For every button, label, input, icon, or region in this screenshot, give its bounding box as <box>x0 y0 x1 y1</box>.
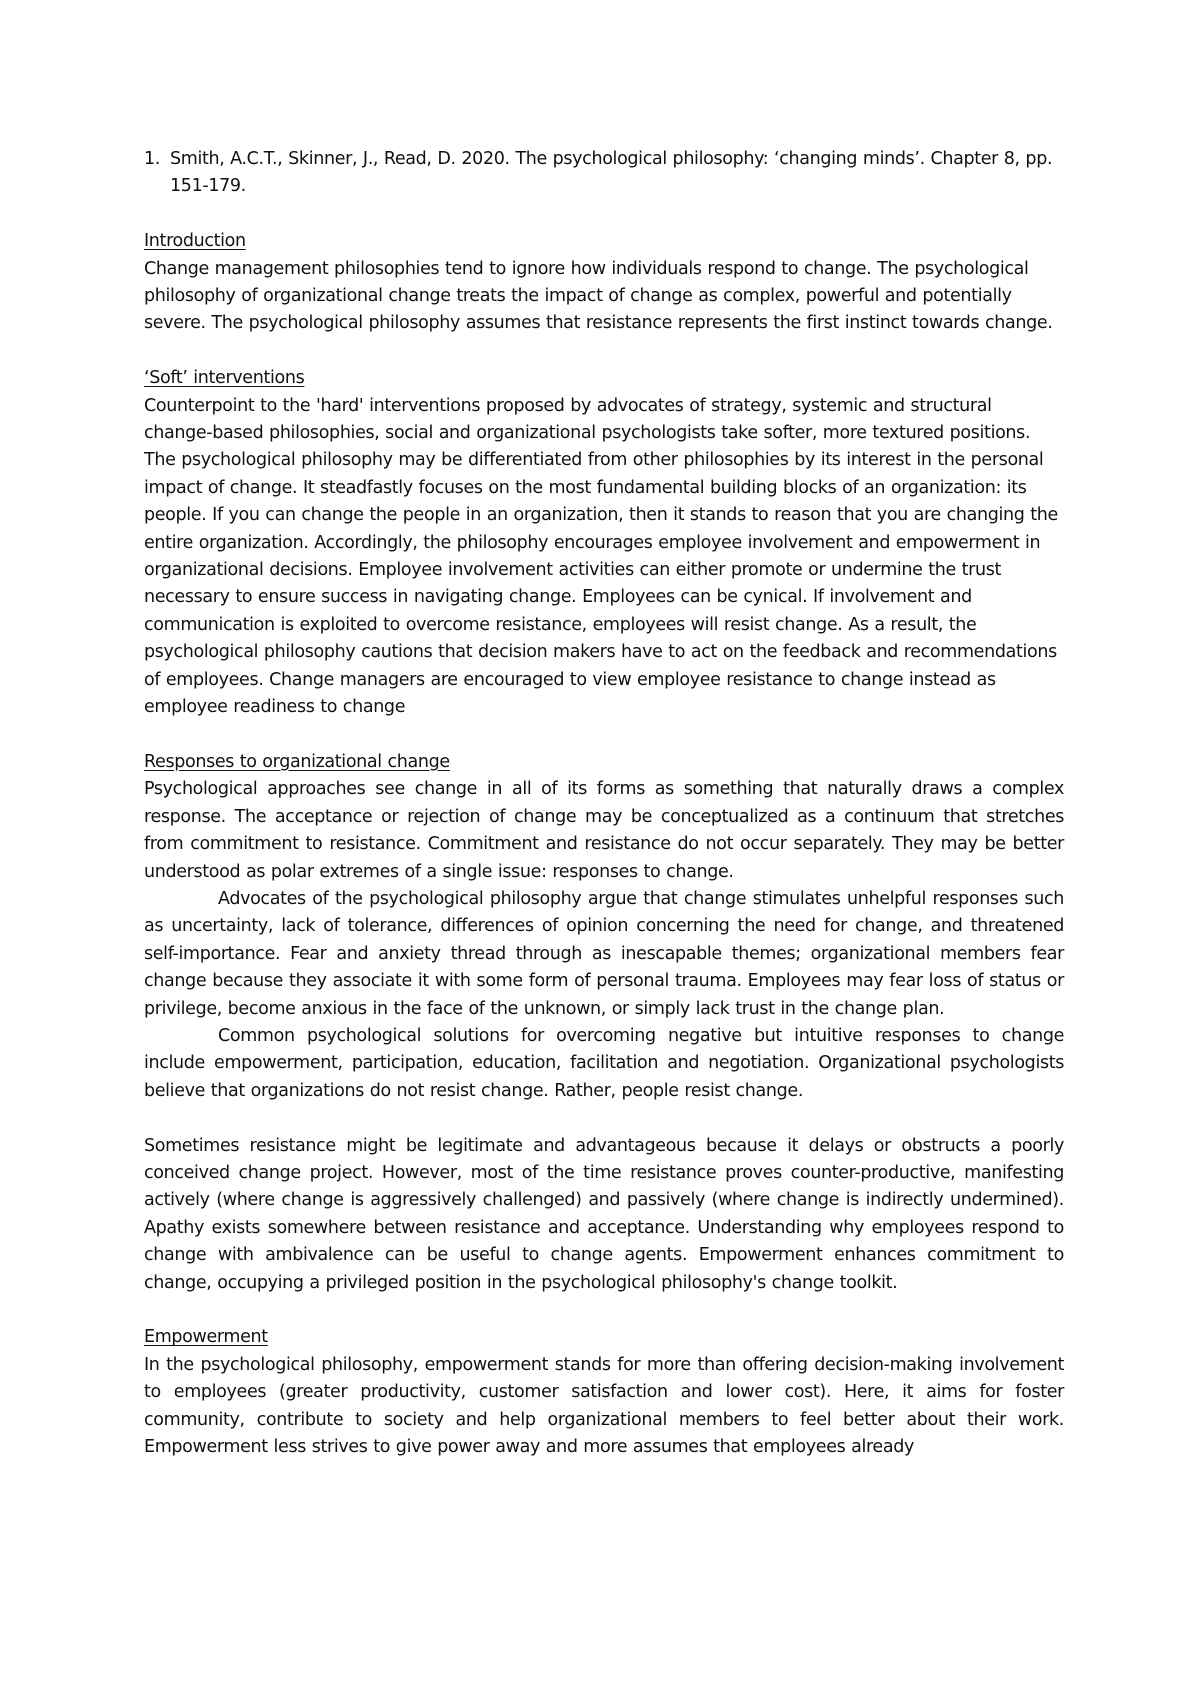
section-heading-empowerment: Empowerment <box>144 1327 268 1348</box>
paragraph: Change management philosophies tend to ignore how individuals respond to change. The psychological philosophy of organizational change treats the impact of change as complex, powerful and potentially severe. The psychological philosophy assumes that resistance represents the first instinct towards change. <box>144 258 1053 334</box>
section-heading-introduction: Introduction <box>144 231 246 252</box>
section-heading-responses: Responses to organizational change <box>144 751 450 772</box>
document-page <box>144 146 1064 1461</box>
paragraph: In the psychological philosophy, empowerment stands for more than offering decision-making involvement to employees (greater productivity, customer satisfaction and lower cost). Here, it aims for foster community, contribute to society and help organizational members to feel better about their work. Empowerment less strives to give power away and more assumes that employees already <box>144 1354 1064 1458</box>
paragraph: Psychological approaches see change in all of its forms as something that naturally draws a complex response. The acceptance or rejection of change may be conceptualized as a continuum that stretches from commitment to resistance. Commitment and resistance do not occur separately. They may be better understood as polar extremes of a single issue: responses to change. <box>144 779 1064 882</box>
section-resistance <box>144 1133 1064 1297</box>
reference-entry <box>144 146 1064 201</box>
section-introduction <box>144 228 1064 338</box>
section-empowerment <box>144 1324 1064 1461</box>
paragraph: Sometimes resistance might be legitimate and advantageous because it delays or obstructs a poorly conceived change project. However, most of the time resistance proves counter-productive, manifesting actively (where change is aggressively challenged) and passively (where change is indirectly undermined). Apathy exists somewhere between resistance and acceptance. Understanding why employees respond to change with ambivalence can be useful to change agents. Empowerment enhances commitment to change, occupying a privileged position in the psychological philosophy's change toolkit. <box>144 1135 1064 1293</box>
reference-number: 1. <box>144 149 160 169</box>
section-responses <box>144 749 1064 1105</box>
paragraph: Advocates of the psychological philosophy argue that change stimulates unhelpful responses such as uncertainty, lack of tolerance, differences of opinion concerning the need for change, and threatened self-importance. Fear and anxiety thread through as inescapable themes; organizational members fear change because they associate it with some form of personal trauma. Employees may fear loss of status or privilege, become anxious in the face of the unknown, or simply lack trust in the change plan. <box>144 888 1064 1019</box>
paragraph: Common psychological solutions for overcoming negative but intuitive responses to change include empowerment, participation, education, facilitation and negotiation. Organizational psychologists believe that organizations do not resist change. Rather, people resist change. <box>144 1025 1064 1101</box>
paragraph: Counterpoint to the 'hard' interventions proposed by advocates of strategy, systemic and structural change-based philosophies, social and organizational psychologists take softer, more textured positions. The psychological philosophy may be differentiated from other philosophies by its interest in the personal impact of change. It steadfastly focuses on the most fundamental building blocks of an organization: its people. If you can change the people in an organization, then it stands to reason that you are changing the entire organization. Accordingly, the philosophy encourages employee involvement and empowerment in organizational decisions. Employee involvement activities can either promote or undermine the trust necessary to ensure success in navigating change. Employees can be cynical. If involvement and communication is exploited to overcome resistance, employees will resist change. As a result, the psychological philosophy cautions that decision makers have to act on the feedback and recommendations of employees. Change managers are encouraged to view employee resistance to change instead as employee readiness to change <box>144 395 1058 718</box>
section-heading-soft-interventions: ‘Soft’ interventions <box>144 368 305 389</box>
reference-citation: Smith, A.C.T., Skinner, J., Read, D. 2020. The psychological philosophy: ‘changing minds’. Chapter 8, pp. 151-179. <box>170 149 1053 197</box>
section-soft-interventions <box>144 365 1064 721</box>
